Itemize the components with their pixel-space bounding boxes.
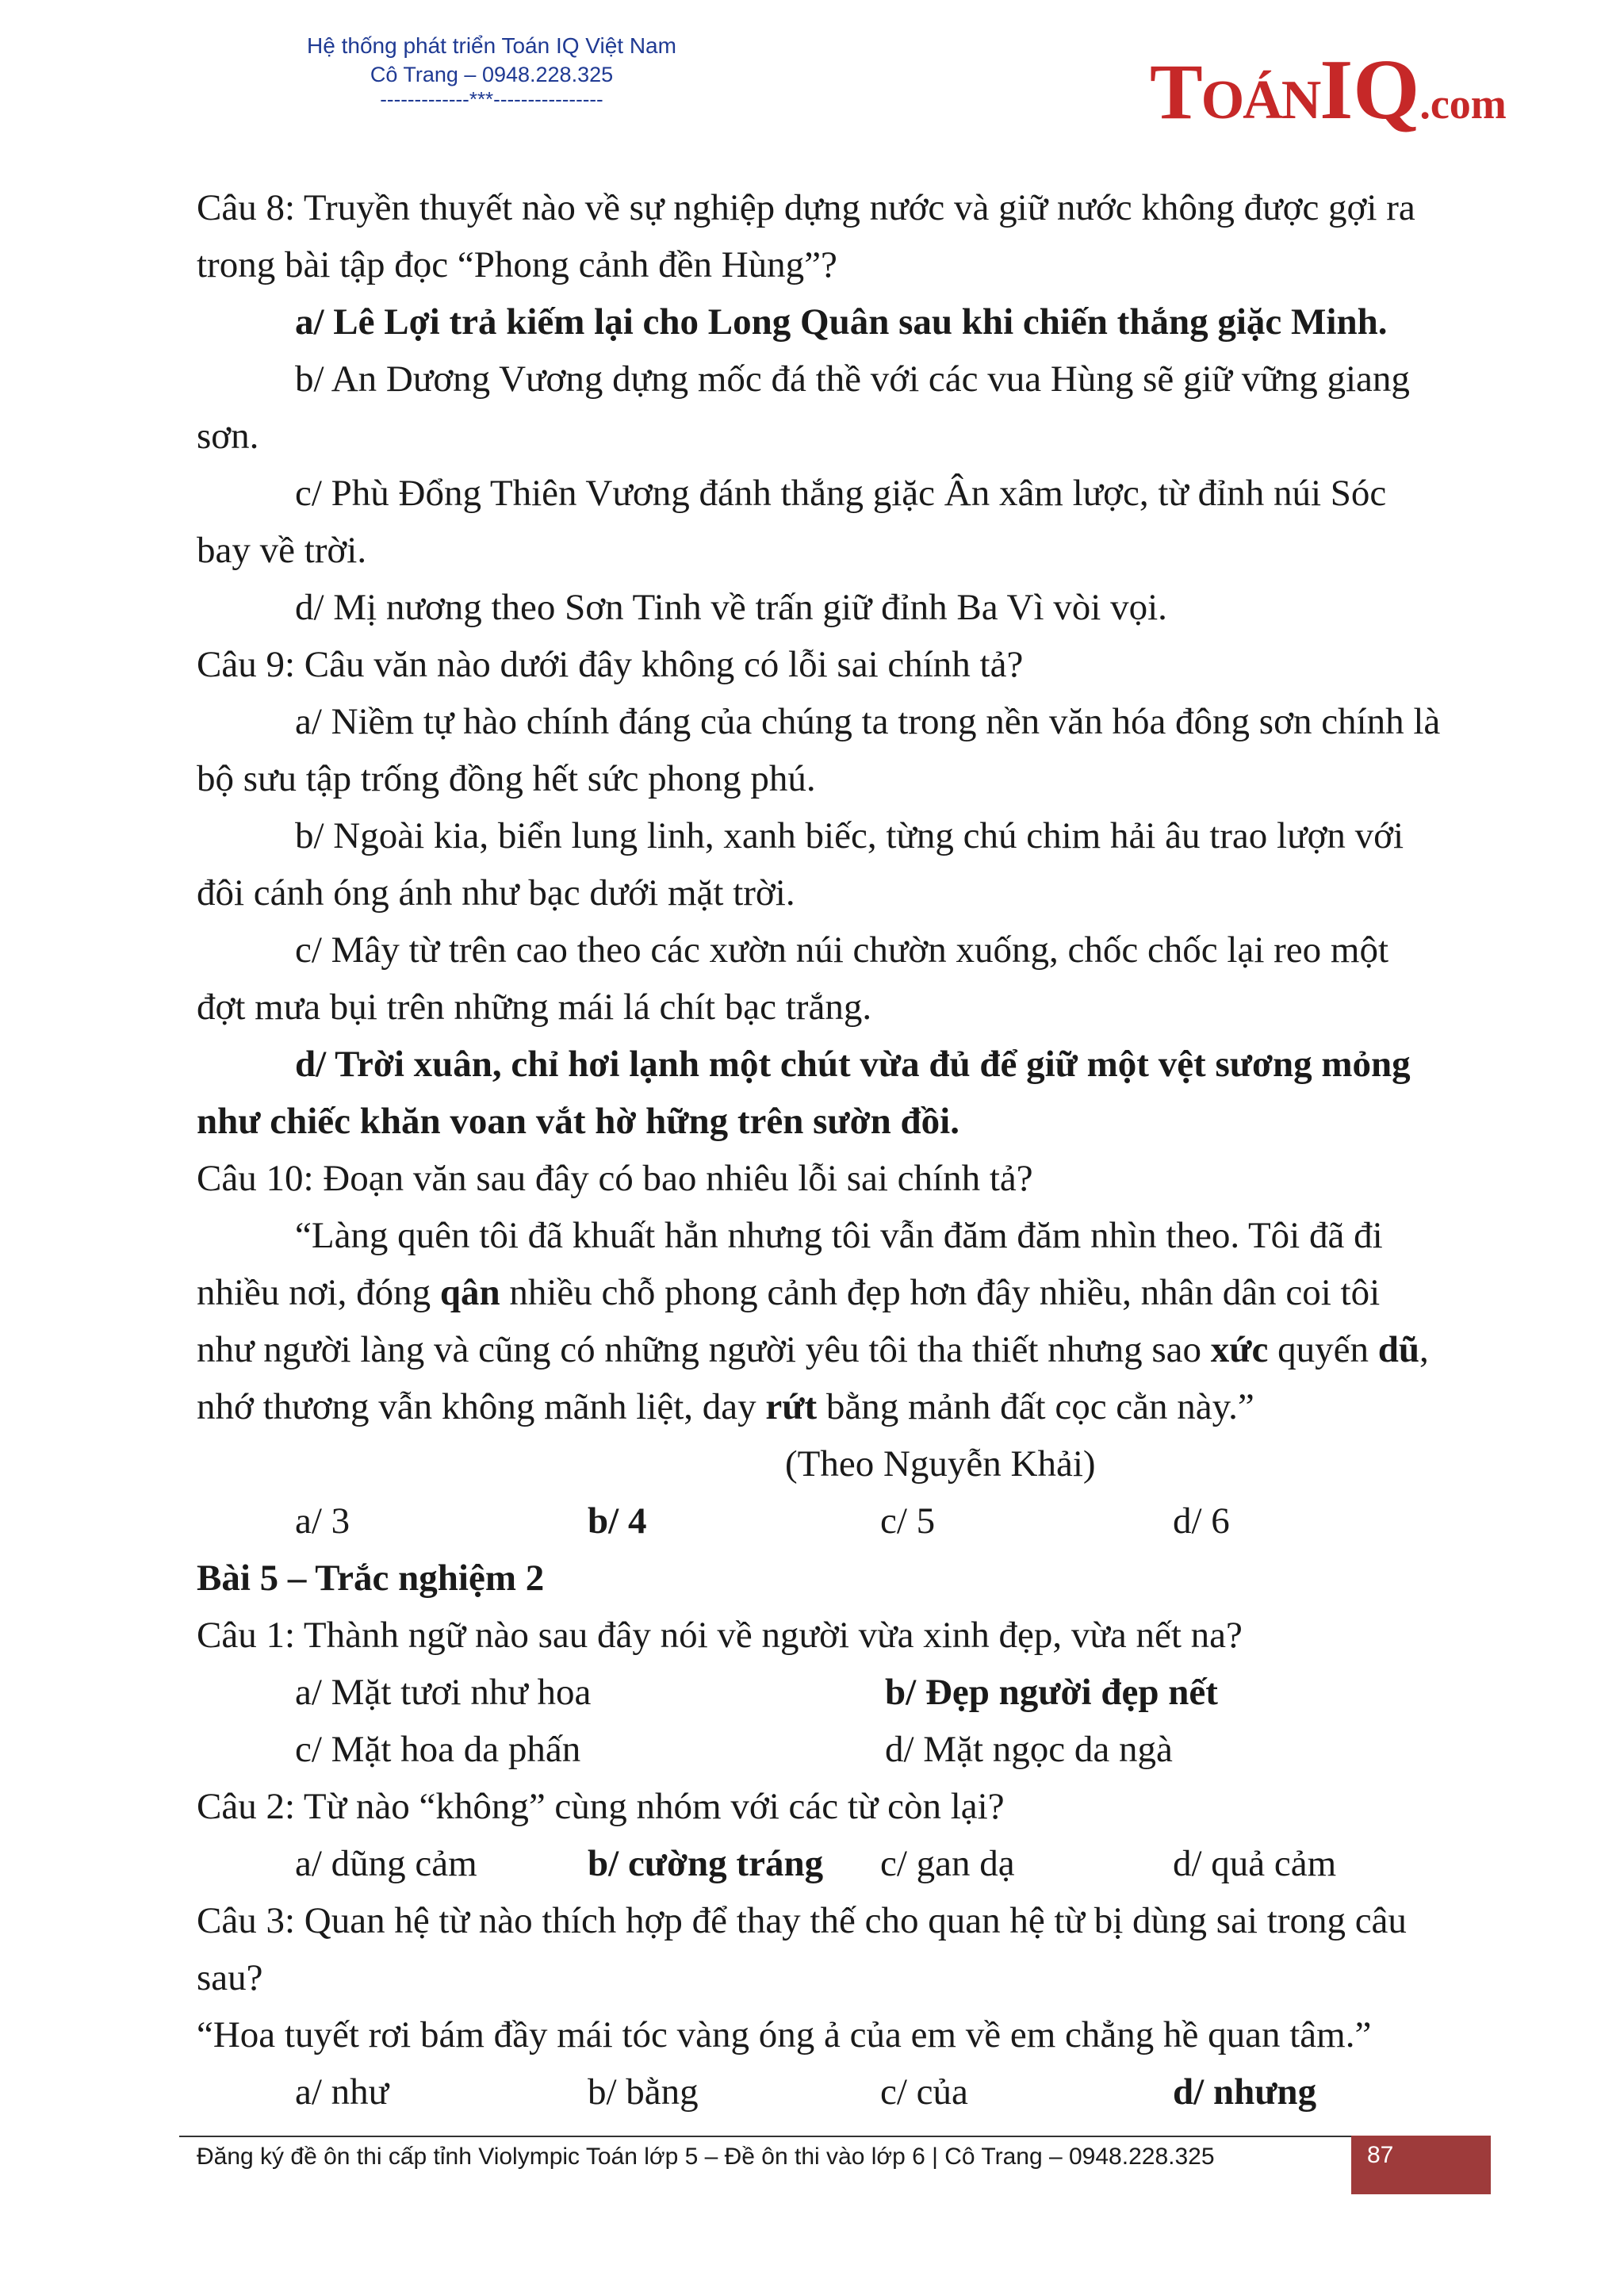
answer-9d: d/ Trời xuân, chỉ hơi lạnh một chút vừa đủ để giữ một vệt sương mỏng [295,1044,1411,1085]
option-d: d/ Mặt ngọc da ngà [885,1729,1173,1770]
answer-9c-cont: đợt mưa bụi trên những mái lá chít bạc trắng. [197,987,872,1028]
option-a: a/ Mặt tươi như hoa [295,1672,592,1713]
header-org: Hệ thống phát triển Toán IQ Việt Nam [307,33,676,58]
answer-8a: a/ Lê Lợi trả kiếm lại cho Long Quân sau khi chiến thắng giặc Minh. [295,301,1388,343]
question-9: Câu 9: Câu văn nào dưới đây không có lỗi sai chính tả? [197,644,1024,685]
question-10: Câu 10: Đoạn văn sau đây có bao nhiêu lỗi sai chính tả? [197,1158,1033,1199]
option-b: b/ Đẹp người đẹp nết [885,1672,1218,1713]
answer-8b: b/ An Dương Vương dựng mốc đá thề với các vua Hùng sẽ giữ vững giang [295,358,1410,400]
passage-line-1: “Làng quên tôi đã khuất hẳn nhưng tôi vẫn đăm đăm nhìn theo. Tôi đã đi [295,1215,1383,1256]
section-heading: Bài 5 – Trắc nghiệm 2 [197,1557,545,1599]
b5-question-1: Câu 1: Thành ngữ nào sau đây nói về người vừa xinh đẹp, vừa nết na? [197,1615,1243,1656]
footer-text: Đăng ký đề ôn thi cấp tỉnh Violympic Toán lớp 5 – Đề ôn thi vào lớp 6 | Cô Trang – 0948.228.325 [197,2144,1215,2170]
option-a: a/ như [295,2071,389,2113]
option-b: b/ cường tráng [588,1843,824,1884]
answer-9a: a/ Niềm tự hào chính đáng của chúng ta trong nền văn hóa đông sơn chính là [295,701,1441,742]
option-d: d/ nhưng [1173,2071,1317,2113]
option-c: c/ gan dạ [880,1843,1015,1884]
option-c: c/ 5 [880,1500,936,1542]
option-a: a/ dũng cảm [295,1843,477,1884]
option-d: d/ 6 [1173,1500,1230,1542]
option-d: d/ quả cảm [1173,1843,1337,1884]
option-b: b/ 4 [588,1500,647,1542]
passage-text: như người làng và cũng có những người yêu tôi tha thiết nhưng sao [197,1329,1211,1370]
b5-question-3: Câu 3: Quan hệ từ nào thích hợp để thay thế cho quan hệ từ bị dùng sai trong câu [197,1900,1407,1941]
passage-source: (Theo Nguyễn Khải) [785,1443,1096,1485]
document-body [197,179,1465,2121]
answer-9c: c/ Mây từ trên cao theo các xườn núi chườn xuống, chốc chốc lại reo một [295,929,1389,971]
answer-9b: b/ Ngoài kia, biển lung linh, xanh biếc, từng chú chim hải âu trao lượn với [295,815,1404,856]
answer-9d-cont: như chiếc khăn voan vắt hờ hững trên sườn đồi. [197,1101,959,1142]
b5-question-3-cont: sau? [197,1957,263,1998]
b5-question-2: Câu 2: Từ nào “không” cùng nhóm với các từ còn lại? [197,1786,1005,1827]
b5-sentence: “Hoa tuyết rơi bám đầy mái tóc vàng óng ả của em về em chẳng hề quan tâm.” [197,2014,1372,2056]
passage-text: nhớ thương vẫn không mãnh liệt, day [197,1386,766,1427]
answer-9a-cont: bộ sưu tập trống đồng hết sức phong phú. [197,758,816,799]
answer-8b-cont: sơn. [197,416,259,457]
header-info [262,32,722,109]
passage-text: bằng mảnh đất cọc cằn này.” [817,1386,1254,1427]
option-c: c/ Mặt hoa da phấn [295,1729,581,1770]
answer-options-10 [197,1492,1465,1550]
logo-iq: IQ [1320,43,1420,137]
passage-text: quyến [1268,1329,1378,1370]
footer-divider [179,2136,1480,2137]
b5-options-2 [197,1835,1465,1892]
passage-text: nhiều chỗ phong cảnh đẹp hơn đây nhiều, nhân dân coi tôi [500,1272,1381,1313]
passage-text: nhiều nơi, đóng [197,1272,440,1313]
toaniq-logo [1150,41,1507,140]
question-8: Câu 8: Truyền thuyết nào về sự nghiệp dựng nước và giữ nước không được gợi ra [197,187,1415,228]
answer-9b-cont: đôi cánh óng ánh như bạc dưới mặt trời. [197,872,795,914]
question-8-cont: trong bài tập đọc “Phong cảnh đền Hùng”? [197,244,837,285]
page-number-box [1351,2136,1491,2194]
passage-line-3 [197,1321,1465,1378]
header-contact: Cô Trang – 0948.228.325 [370,63,614,86]
logo-oan: OÁN [1201,70,1320,131]
page-number: 87 [1367,2142,1394,2168]
option-c: c/ của [880,2071,968,2113]
error-word: qân [439,1272,500,1313]
header-separator: -------------***---------------- [380,87,603,111]
error-word: dũ [1377,1329,1420,1370]
option-b: b/ bằng [588,2071,699,2113]
answer-8c-cont: bay về trời. [197,530,367,571]
error-word: xức [1210,1329,1269,1370]
answer-8d: d/ Mị nương theo Sơn Tinh về trấn giữ đỉnh Ba Vì vòi vọi. [295,587,1167,628]
option-a: a/ 3 [295,1500,350,1542]
answer-8c: c/ Phù Đổng Thiên Vương đánh thắng giặc Ân xâm lược, từ đỉnh núi Sóc [295,473,1387,514]
passage-line-4 [197,1378,1465,1435]
passage-line-2 [197,1264,1465,1321]
b5-options-3 [197,2063,1465,2121]
error-word: rứt [765,1386,818,1427]
b5-options-1-row2 [197,1721,1465,1778]
passage-text: , [1419,1329,1429,1370]
logo-com: .com [1419,80,1507,128]
logo-t: T [1150,48,1201,136]
b5-options-1-row1 [197,1664,1465,1721]
